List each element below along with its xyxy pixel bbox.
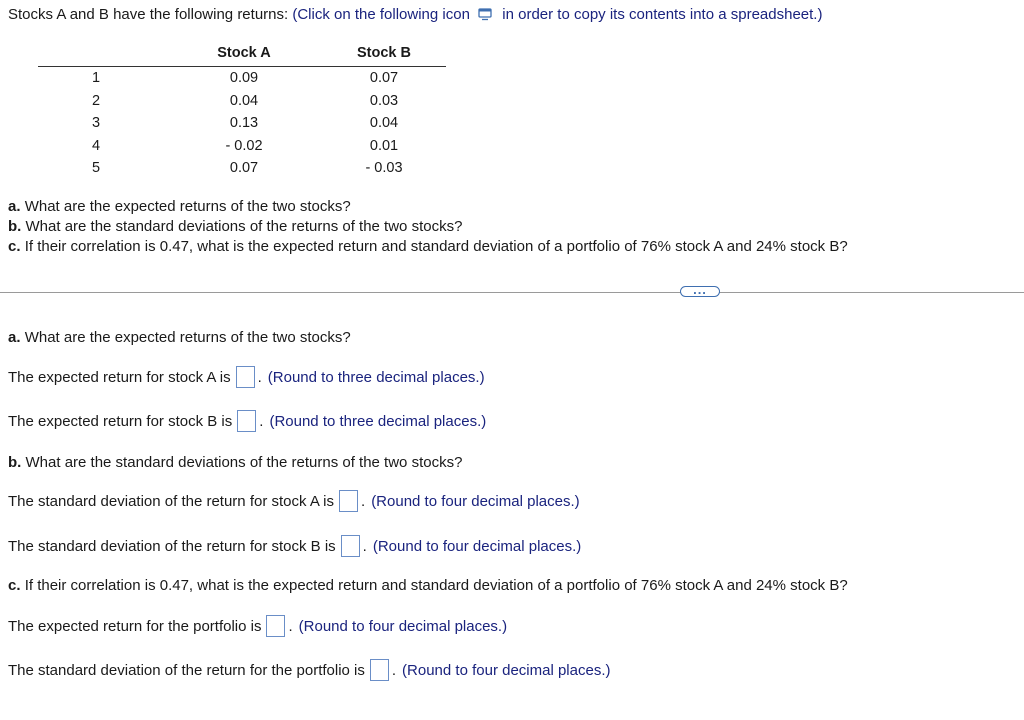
sd-b-row (8, 535, 581, 557)
table-row (38, 112, 446, 135)
sd-b-hint: (Round to four decimal places.) (372, 537, 582, 555)
cell-stock-b: 0.07 (369, 70, 399, 86)
answer-a-text: What are the expected returns of the two stocks? (24, 329, 351, 346)
copy-hint-end: in order to copy its contents into a spreadsheet.) (502, 6, 823, 23)
portfolio-sd-input[interactable] (370, 659, 389, 681)
exp-return-a-input[interactable] (236, 366, 255, 388)
copy-hint-start: (Click on the following icon (292, 6, 470, 23)
cell-stock-a: 0.07 (229, 160, 259, 177)
exp-return-a-hint: (Round to three decimal places.) (267, 368, 485, 386)
exp-return-b-prompt: The expected return for stock B is (8, 412, 233, 430)
portfolio-exp-hint: (Round to four decimal places.) (298, 617, 508, 635)
portfolio-exp-row (8, 615, 507, 637)
portfolio-sd-prompt: The standard deviation of the return for the portfolio is (8, 661, 365, 679)
period: . (361, 492, 366, 510)
answer-b-text: What are the standard deviations of the returns of the two stocks? (25, 454, 463, 471)
answer-a-header (8, 329, 351, 346)
question-a-text: What are the expected returns of the two stocks? (24, 198, 351, 215)
period: . (259, 412, 264, 430)
question-b-label: b. (8, 218, 22, 235)
sd-b-input[interactable] (341, 535, 360, 557)
cell-stock-b: - 0.03 (365, 160, 403, 177)
header-stock-a: Stock A (217, 45, 271, 61)
question-c-text: If their correlation is 0.47, what is the expected return and standard deviation of a portfolio of 76% stock A and 24% stock B? (24, 238, 848, 255)
returns-table (38, 44, 446, 180)
sd-a-prompt: The standard deviation of the return for stock A is (8, 492, 335, 510)
table-header (38, 44, 446, 67)
question-b (8, 218, 462, 235)
cell-stock-a: 0.04 (229, 92, 259, 109)
question-c-label: c. (8, 238, 21, 255)
intro-text: Stocks A and B have the following returns: (8, 6, 289, 23)
cell-stock-a: 0.13 (229, 115, 259, 132)
cell-stock-b: 0.03 (369, 92, 399, 109)
copy-icon[interactable] (478, 8, 492, 25)
expand-more-button[interactable]: ... (680, 286, 720, 297)
table-row (38, 90, 446, 113)
section-divider (0, 292, 1024, 293)
answer-c-header (8, 577, 848, 594)
row-index: 4 (91, 137, 101, 154)
answer-b-header (8, 454, 462, 471)
cell-stock-a: - 0.02 (225, 137, 263, 154)
sd-b-prompt: The standard deviation of the return for stock B is (8, 537, 336, 555)
sd-a-input[interactable] (339, 490, 358, 512)
question-c (8, 238, 848, 255)
question-a (8, 198, 351, 215)
answer-c-label: c. (8, 577, 21, 594)
portfolio-sd-row (8, 659, 610, 681)
table-row (38, 135, 446, 158)
row-index: 3 (91, 115, 101, 132)
period: . (288, 617, 293, 635)
header-stock-b: Stock B (357, 45, 411, 61)
exp-return-a-row (8, 366, 485, 388)
exp-return-a-prompt: The expected return for stock A is (8, 368, 231, 386)
exp-return-b-row (8, 410, 486, 432)
period: . (391, 661, 397, 679)
intro-line (8, 6, 822, 25)
cell-stock-a: 0.09 (229, 70, 259, 86)
row-index: 2 (91, 92, 101, 109)
row-index: 1 (91, 70, 101, 86)
sd-a-row (8, 490, 580, 512)
question-a-label: a. (8, 198, 21, 215)
row-index: 5 (91, 160, 101, 177)
table-row (38, 157, 446, 180)
period: . (257, 368, 262, 386)
period: . (362, 537, 367, 555)
cell-stock-b: 0.04 (369, 115, 399, 132)
portfolio-exp-input[interactable] (266, 615, 285, 637)
answer-a-label: a. (8, 329, 21, 346)
answer-b-label: b. (8, 454, 22, 471)
sd-a-hint: (Round to four decimal places.) (371, 492, 580, 510)
portfolio-sd-hint: (Round to four decimal places.) (402, 661, 611, 679)
table-row (38, 67, 446, 90)
question-b-text: What are the standard deviations of the returns of the two stocks? (25, 218, 463, 235)
cell-stock-b: 0.01 (369, 137, 399, 154)
exp-return-b-input[interactable] (237, 410, 256, 432)
answer-c-text: If their correlation is 0.47, what is the expected return and standard deviation of a portfolio of 76% stock A and 24% stock B? (24, 577, 848, 594)
portfolio-exp-prompt: The expected return for the portfolio is (8, 617, 262, 635)
exp-return-b-hint: (Round to three decimal places.) (269, 412, 487, 430)
